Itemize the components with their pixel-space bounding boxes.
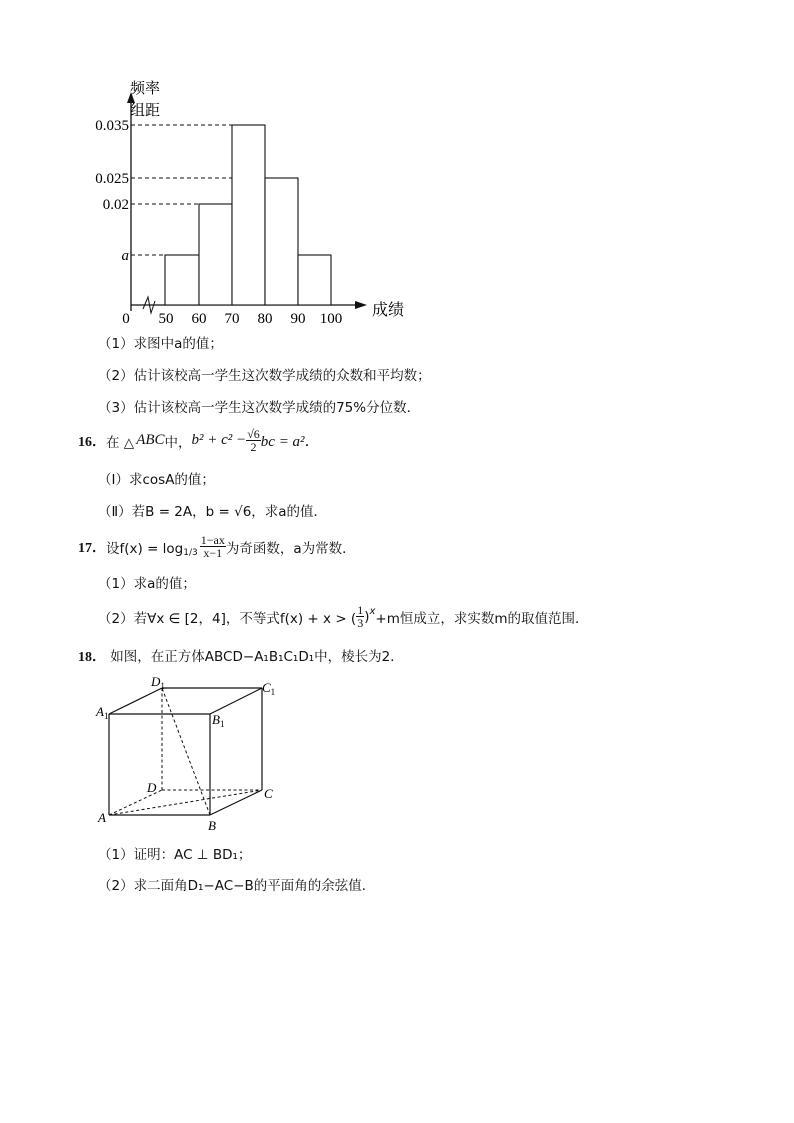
q15-part2: （2）估计该校高一学生这次数学成绩的众数和平均数； bbox=[98, 368, 431, 384]
q17-base: 1/3 bbox=[183, 547, 198, 558]
cube-figure bbox=[95, 672, 285, 832]
q17-p2-before: （2）若∀x ∈ [2，4]，不等式f(x) + x > ( bbox=[98, 610, 357, 627]
diag-B-D1 bbox=[162, 688, 210, 815]
x-axis-arrow bbox=[355, 301, 367, 309]
label-B: B bbox=[208, 818, 216, 832]
q17-stem bbox=[78, 534, 356, 559]
q16-frac-den: 2 bbox=[246, 440, 261, 453]
q17-log-base bbox=[183, 548, 197, 558]
bar-80-90 bbox=[265, 178, 298, 305]
diag-A-C bbox=[109, 790, 262, 815]
q17-fraction bbox=[200, 534, 226, 559]
origin-label: 0 bbox=[122, 311, 130, 327]
q17-part2 bbox=[98, 604, 589, 629]
q16-frac-num: √6 bbox=[247, 427, 260, 441]
y-label-bottom: 组距 bbox=[129, 103, 161, 119]
label-B1 bbox=[212, 712, 224, 729]
q18-stem bbox=[78, 645, 404, 666]
label-D: D bbox=[147, 780, 157, 795]
y-tick-002: 0.02 bbox=[102, 197, 129, 213]
x-tick-50: 50 bbox=[158, 311, 174, 327]
q17-text-before: 设f(x) = log bbox=[106, 540, 184, 557]
q15-part3: （3）估计该校高一学生这次数学成绩的75%分位数． bbox=[98, 400, 421, 416]
bar-60-70 bbox=[199, 204, 232, 305]
q17-p2-after: ) bbox=[364, 608, 370, 625]
q16-part2: （Ⅱ）若B = 2A，b = √6，求a的值． bbox=[98, 504, 328, 520]
x-axis-label: 成绩 bbox=[372, 302, 405, 319]
q16-text-mid: 中， bbox=[164, 434, 192, 451]
label-A1-sub: 1 bbox=[103, 711, 109, 721]
label-D1-sub: 1 bbox=[160, 681, 165, 691]
q18-part2: （2）求二面角D₁−AC−B的平面角的余弦值． bbox=[98, 878, 376, 894]
q18-text: 如图，在正方体ABCD−A₁B₁C₁D₁中，棱长为2． bbox=[110, 649, 404, 665]
y-label-top: 频率 bbox=[129, 81, 161, 97]
q17-p2-frac-num: 1 bbox=[357, 603, 364, 617]
x-tick-60: 60 bbox=[191, 311, 207, 327]
q17-p2-fraction bbox=[356, 604, 364, 629]
q16-stem bbox=[78, 428, 320, 453]
q17-text-after: 为奇函数，a为常数． bbox=[225, 540, 356, 557]
q17-part1: （1）求a的值； bbox=[98, 576, 196, 592]
label-C: C bbox=[264, 786, 273, 801]
q16-eq-rhs: bc = a²． bbox=[260, 434, 320, 450]
label-D1-letter: D bbox=[151, 674, 161, 689]
q17-number: 17． bbox=[78, 540, 106, 556]
q16-number: 16． bbox=[78, 434, 106, 450]
q15-part1: （1）求图中a的值； bbox=[98, 336, 223, 352]
q18-part1: （1）证明：AC ⊥ BD₁； bbox=[98, 847, 252, 863]
label-C1-letter: C bbox=[262, 680, 271, 695]
x-tick-100: 100 bbox=[319, 311, 343, 327]
y-tick-0035: 0.035 bbox=[95, 118, 129, 134]
axis-break bbox=[143, 297, 155, 313]
q17-p2-end: +m恒成立，求实数m的取值范围． bbox=[375, 610, 589, 627]
q16-fraction bbox=[246, 428, 261, 453]
bar-50-60 bbox=[165, 255, 199, 305]
label-A1 bbox=[95, 704, 108, 721]
q16-triangle: ABC bbox=[136, 432, 165, 448]
q18-number: 18． bbox=[78, 650, 106, 665]
q17-p2-exp: x bbox=[369, 606, 376, 617]
q17-frac-den: x−1 bbox=[200, 546, 226, 559]
edge-A1-D1 bbox=[109, 688, 162, 714]
label-C1-sub: 1 bbox=[270, 687, 276, 697]
x-tick-70: 70 bbox=[224, 311, 240, 327]
bar-70-80 bbox=[232, 125, 265, 305]
q17-p2-frac-den: 3 bbox=[357, 616, 364, 630]
label-D1 bbox=[150, 674, 165, 691]
x-tick-90: 90 bbox=[290, 311, 306, 327]
q16-part1: （Ⅰ）求cosA的值； bbox=[98, 472, 215, 488]
frequency-histogram bbox=[85, 75, 415, 330]
x-tick-80: 80 bbox=[257, 311, 273, 327]
bar-90-100 bbox=[298, 255, 331, 305]
label-A1-letter: A bbox=[96, 704, 104, 719]
label-B1-sub: 1 bbox=[219, 719, 225, 729]
q16-text-before: 在 △ bbox=[106, 434, 135, 451]
q16-eq-lhs: b² + c² − bbox=[191, 432, 247, 448]
edge-B1-C1 bbox=[210, 688, 262, 714]
label-C1 bbox=[262, 680, 275, 697]
y-tick-0025: 0.025 bbox=[95, 171, 129, 187]
y-tick-a: a bbox=[121, 248, 129, 264]
label-A: A bbox=[98, 810, 106, 825]
label-B1-letter: B bbox=[212, 712, 220, 727]
q17-frac-num: 1−ax bbox=[200, 533, 225, 547]
